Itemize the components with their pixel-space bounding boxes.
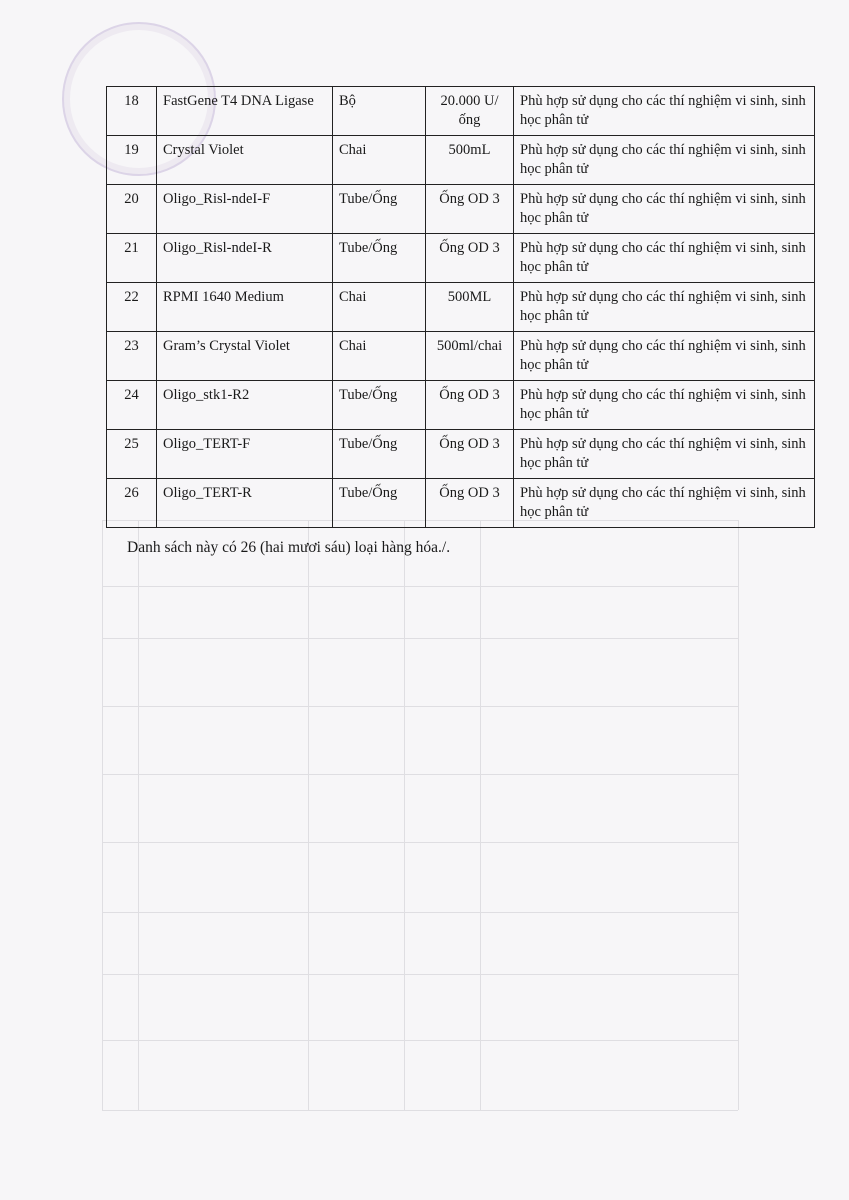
row-number: 21 — [107, 234, 157, 283]
item-name: Gram’s Crystal Violet — [157, 332, 333, 381]
row-number: 22 — [107, 283, 157, 332]
item-quantity: Ống OD 3 — [426, 381, 514, 430]
table-row — [107, 381, 815, 430]
ghost-line — [102, 1110, 738, 1111]
table-row — [107, 136, 815, 185]
item-unit: Tube/Ống — [333, 479, 426, 528]
row-number: 25 — [107, 430, 157, 479]
item-specification: Phù hợp sử dụng cho các thí nghiệm vi sinh, sinh học phân tử — [514, 136, 815, 185]
item-name: Oligo_stk1-R2 — [157, 381, 333, 430]
item-unit: Chai — [333, 283, 426, 332]
item-unit: Tube/Ống — [333, 234, 426, 283]
item-quantity: Ống OD 3 — [426, 479, 514, 528]
ghost-line — [102, 912, 738, 913]
row-number: 18 — [107, 87, 157, 136]
item-unit: Chai — [333, 332, 426, 381]
item-unit: Tube/Ống — [333, 185, 426, 234]
item-quantity: Ống OD 3 — [426, 430, 514, 479]
item-quantity: 20.000 U/ống — [426, 87, 514, 136]
ghost-line — [102, 520, 103, 1110]
item-name: FastGene T4 DNA Ligase — [157, 87, 333, 136]
item-specification: Phù hợp sử dụng cho các thí nghiệm vi sinh, sinh học phân tử — [514, 87, 815, 136]
ghost-line — [404, 520, 405, 1110]
item-quantity: Ống OD 3 — [426, 234, 514, 283]
item-specification: Phù hợp sử dụng cho các thí nghiệm vi sinh, sinh học phân tử — [514, 185, 815, 234]
ghost-line — [138, 520, 139, 1110]
row-number: 19 — [107, 136, 157, 185]
item-unit: Tube/Ống — [333, 430, 426, 479]
item-unit: Chai — [333, 136, 426, 185]
item-specification: Phù hợp sử dụng cho các thí nghiệm vi sinh, sinh học phân tử — [514, 381, 815, 430]
bleed-through-table — [102, 520, 738, 1110]
table-row — [107, 332, 815, 381]
item-specification: Phù hợp sử dụng cho các thí nghiệm vi sinh, sinh học phân tử — [514, 283, 815, 332]
table-row — [107, 234, 815, 283]
item-name: Oligo_Risl-ndeI-R — [157, 234, 333, 283]
ghost-line — [102, 774, 738, 775]
row-number: 23 — [107, 332, 157, 381]
table-row — [107, 430, 815, 479]
summary-text: Danh sách này có 26 (hai mươi sáu) loại hàng hóa./. — [127, 539, 451, 556]
table-row — [107, 87, 815, 136]
item-specification: Phù hợp sử dụng cho các thí nghiệm vi sinh, sinh học phân tử — [514, 332, 815, 381]
ghost-line — [480, 520, 481, 1110]
items-table — [106, 86, 815, 528]
ghost-line — [102, 842, 738, 843]
item-name: Oligo_Risl-ndeI-F — [157, 185, 333, 234]
ghost-line — [308, 520, 309, 1110]
item-unit: Tube/Ống — [333, 381, 426, 430]
item-specification: Phù hợp sử dụng cho các thí nghiệm vi sinh, sinh học phân tử — [514, 479, 815, 528]
ghost-line — [102, 638, 738, 639]
row-number: 24 — [107, 381, 157, 430]
item-quantity: 500ML — [426, 283, 514, 332]
table-row — [107, 185, 815, 234]
ghost-line — [102, 586, 738, 587]
item-quantity: Ống OD 3 — [426, 185, 514, 234]
item-quantity: 500mL — [426, 136, 514, 185]
item-name: Oligo_TERT-R — [157, 479, 333, 528]
item-unit: Bộ — [333, 87, 426, 136]
ghost-line — [738, 520, 739, 1110]
ghost-line — [102, 974, 738, 975]
table-row — [107, 283, 815, 332]
table-row — [107, 479, 815, 528]
ghost-line — [102, 706, 738, 707]
item-name: Oligo_TERT-F — [157, 430, 333, 479]
item-name: Crystal Violet — [157, 136, 333, 185]
item-specification: Phù hợp sử dụng cho các thí nghiệm vi sinh, sinh học phân tử — [514, 430, 815, 479]
row-number: 26 — [107, 479, 157, 528]
ghost-line — [102, 1040, 738, 1041]
item-quantity: 500ml/chai — [426, 332, 514, 381]
row-number: 20 — [107, 185, 157, 234]
item-specification: Phù hợp sử dụng cho các thí nghiệm vi sinh, sinh học phân tử — [514, 234, 815, 283]
item-name: RPMI 1640 Medium — [157, 283, 333, 332]
